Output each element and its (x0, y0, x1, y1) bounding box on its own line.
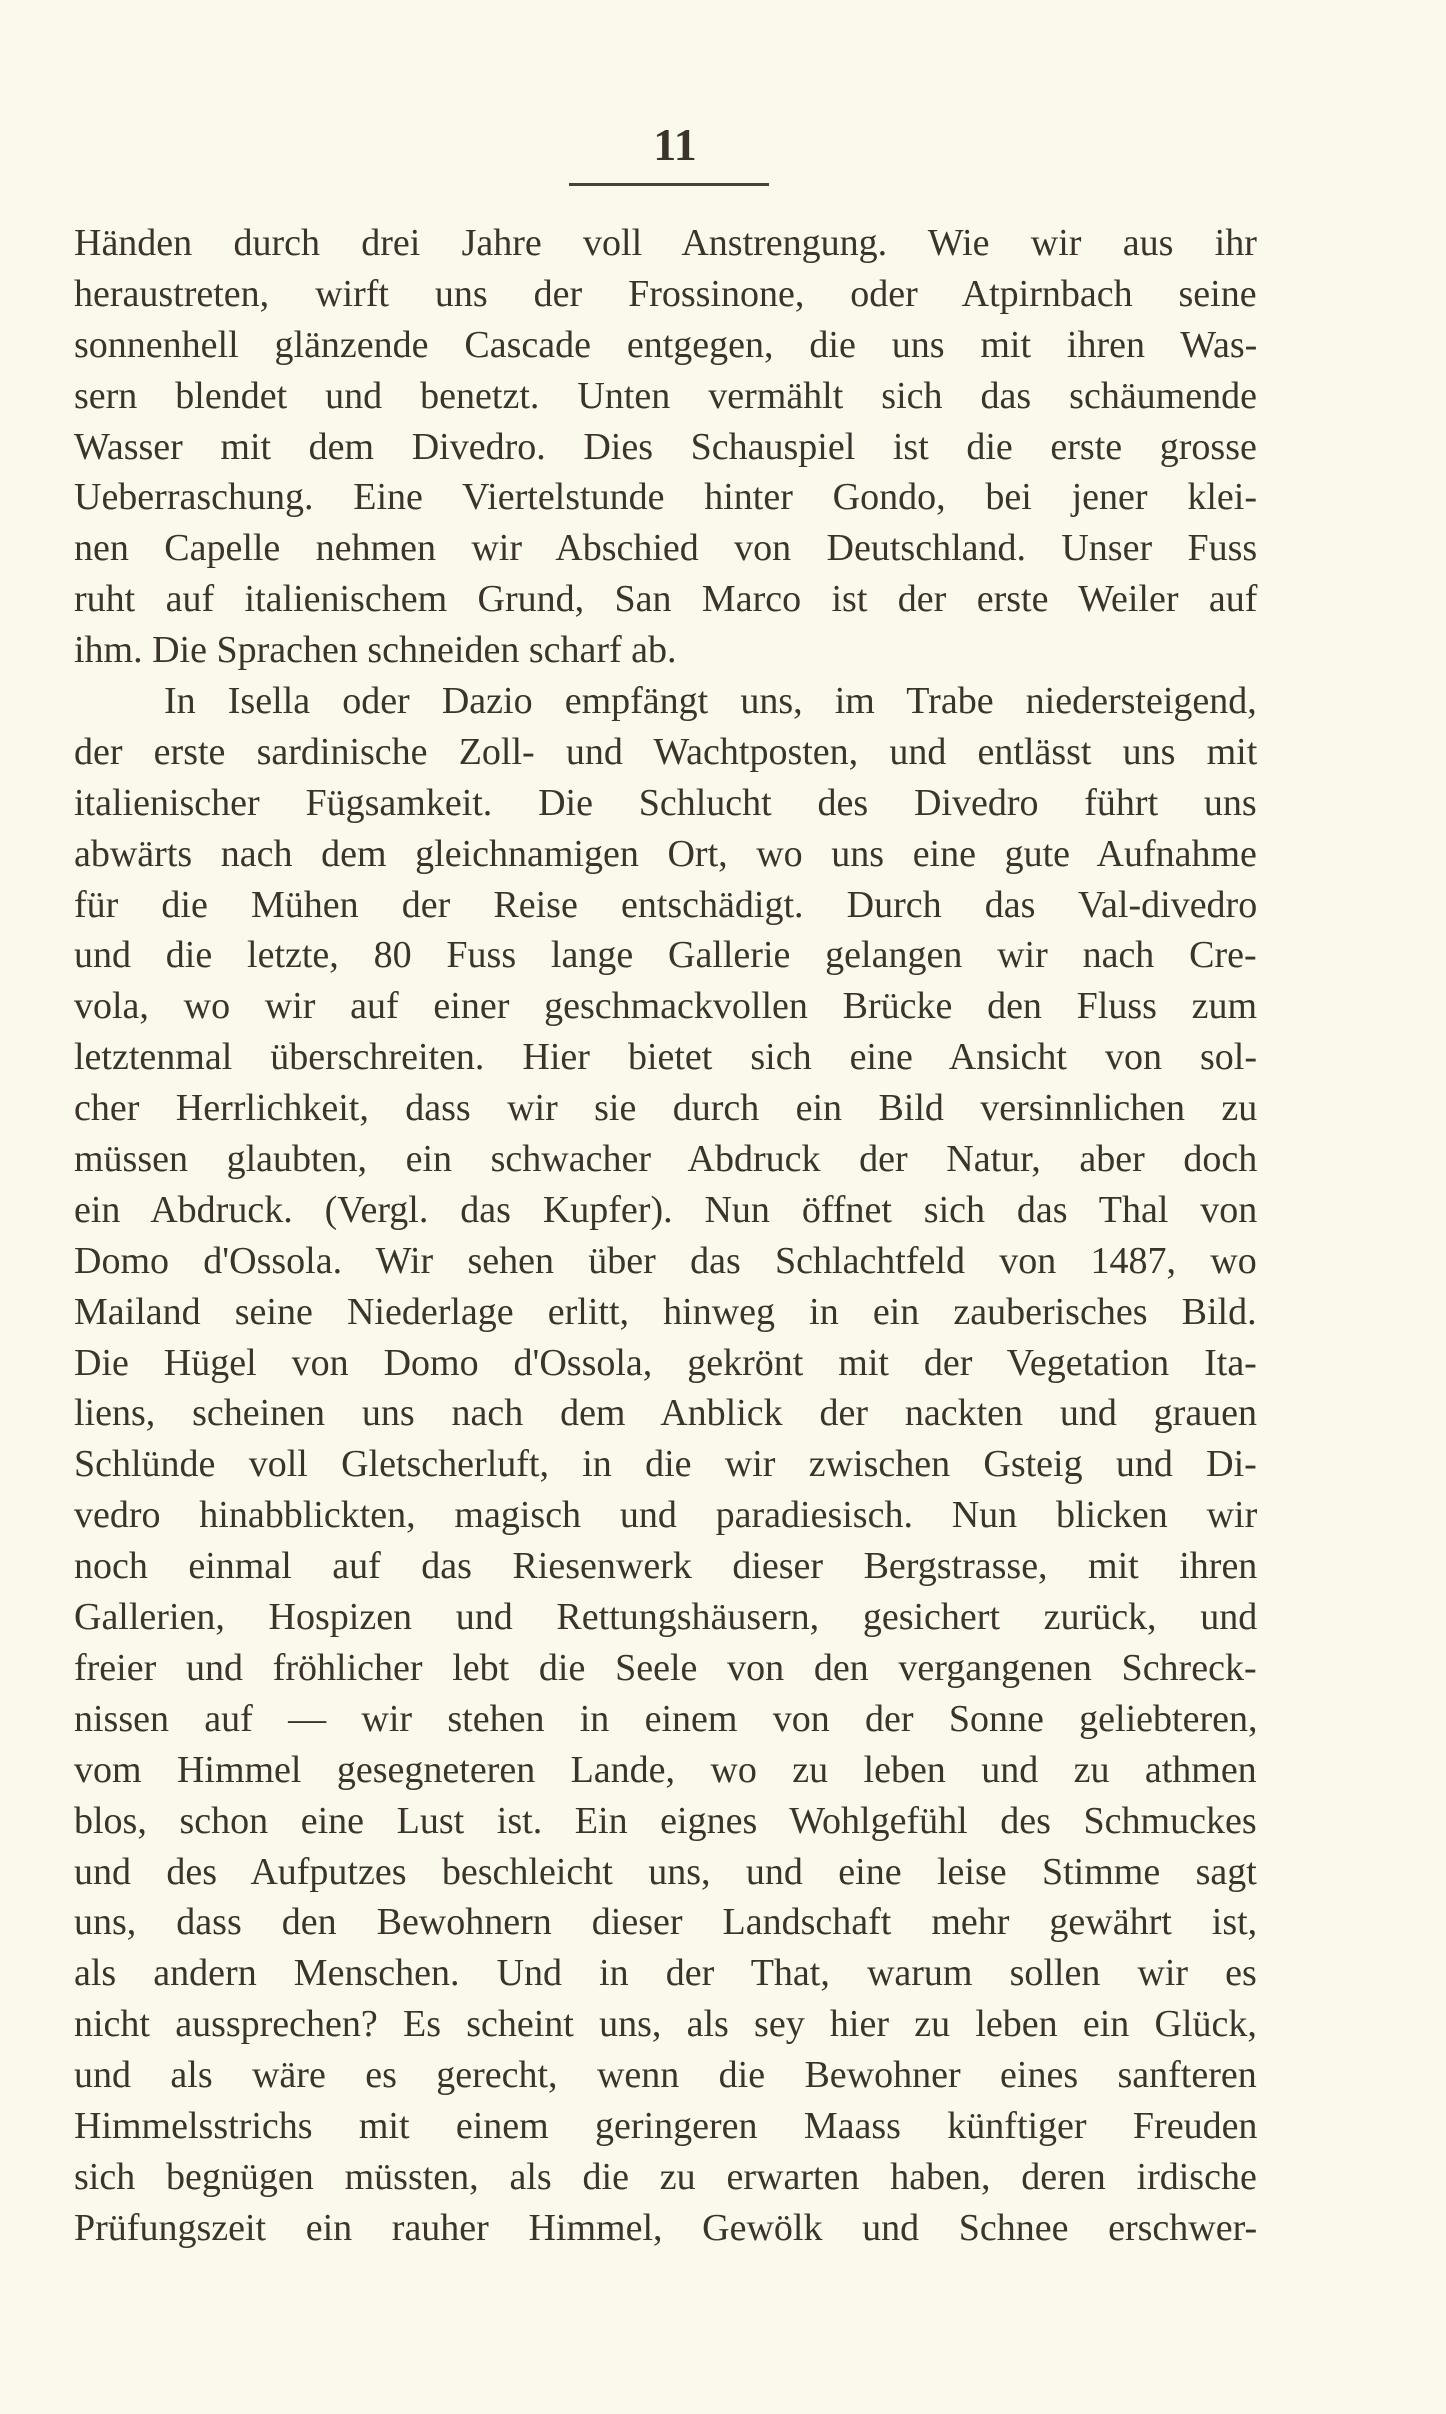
header-rule (569, 183, 769, 186)
text-line: und des Aufputzes beschleicht uns, und eine leise Stimme sagt (74, 1850, 1257, 1893)
text-line: abwärts nach dem gleichnamigen Ort, wo uns eine gute Aufnahme (74, 832, 1257, 875)
text-line: als andern Menschen. Und in der That, warum sollen wir es (74, 1952, 1257, 1995)
text-line: müssen glaubten, ein schwacher Abdruck der Natur, aber doch (74, 1138, 1258, 1181)
text-line: uns, dass den Bewohnern dieser Landschaft mehr gewährt ist, (74, 1901, 1258, 1944)
text-line: und die letzte, 80 Fuss lange Gallerie gelangen wir nach Cre- (74, 934, 1257, 977)
text-line: und als wäre es gerecht, wenn die Bewohner eines sanfteren (74, 2054, 1257, 2097)
text-line: vola, wo wir auf einer geschmackvollen Brücke den Fluss zum (74, 985, 1258, 1028)
text-line: Wasser mit dem Divedro. Dies Schauspiel ist die erste grosse (74, 425, 1257, 468)
text-line: sich begnügen müssten, als die zu erwarten haben, deren irdische (74, 2155, 1257, 2198)
text-line: freier und fröhlicher lebt die Seele von den vergangenen Schreck- (74, 1646, 1257, 1689)
text-line: vom Himmel gesegneteren Lande, wo zu leben und zu athmen (74, 1748, 1257, 1791)
text-line: Mailand seine Niederlage erlitt, hinweg in ein zauberisches Bild. (74, 1290, 1257, 1333)
text-line: ein Abdruck. (Vergl. das Kupfer). Nun öffnet sich das Thal von (74, 1188, 1258, 1231)
text-line: sern blendet und benetzt. Unten vermählt sich das schäumende (74, 374, 1257, 417)
text-line: letztenmal überschreiten. Hier bietet sich eine Ansicht von sol- (74, 1036, 1257, 1079)
text-line: Domo d'Ossola. Wir sehen über das Schlachtfeld von 1487, wo (74, 1239, 1257, 1282)
page-number: 11 (653, 119, 697, 170)
body-text (74, 218, 1257, 2254)
text-line: vedro hinabblickten, magisch und paradiesisch. Nun blicken wir (74, 1494, 1258, 1537)
text-line: Schlünde voll Gletscherluft, in die wir zwischen Gsteig und Di- (74, 1443, 1257, 1486)
text-line: nicht aussprechen? Es scheint uns, als sey hier zu leben ein Glück, (74, 2003, 1257, 2046)
text-line: ruht auf italienischem Grund, San Marco ist der erste Weiler auf (74, 578, 1258, 621)
text-line: Prüfungszeit ein rauher Himmel, Gewölk und Schnee erschwer- (74, 2206, 1258, 2249)
text-line: Händen durch drei Jahre voll Anstrengung. Wie wir aus ihr (74, 222, 1257, 264)
text-line: heraustreten, wirft uns der Frossinone, oder Atpirnbach seine (74, 272, 1257, 315)
text-line: Himmelsstrichs mit einem geringeren Maass künftiger Freuden (74, 2104, 1258, 2147)
text-line: cher Herrlichkeit, dass wir sie durch ein Bild versinnlichen zu (74, 1087, 1258, 1130)
text-line: noch einmal auf das Riesenwerk dieser Bergstrasse, mit ihren (74, 1545, 1258, 1588)
text-line: sonnenhell glänzende Cascade entgegen, die uns mit ihren Was- (74, 323, 1258, 366)
text-line: Die Hügel von Domo d'Ossola, gekrönt mit der Vegetation Ita- (74, 1341, 1257, 1384)
text-line: blos, schon eine Lust ist. Ein eignes Wohlgefühl des Schmuckes (74, 1799, 1257, 1842)
text-line: italienischer Fügsamkeit. Die Schlucht des Divedro führt uns (74, 781, 1257, 824)
text-line: Gallerien, Hospizen und Rettungshäusern, gesichert zurück, und (74, 1596, 1258, 1639)
text-line: Ueberraschung. Eine Viertelstunde hinter Gondo, bei jener klei- (74, 476, 1257, 519)
text-line: ihm. Die Sprachen schneiden scharf ab. (74, 629, 677, 672)
text-line: In Isella oder Dazio empfängt uns, im Trabe niedersteigend, (164, 680, 1257, 723)
text-line: nen Capelle nehmen wir Abschied von Deutschland. Unser Fuss (74, 527, 1258, 570)
text-line: der erste sardinische Zoll- und Wachtposten, und entlässt uns mit (74, 730, 1258, 773)
text-line: liens, scheinen uns nach dem Anblick der nackten und grauen (74, 1392, 1258, 1435)
text-line: nissen auf — wir stehen in einem von der Sonne geliebteren, (74, 1697, 1258, 1740)
text-line: für die Mühen der Reise entschädigt. Durch das Val-divedro (74, 883, 1258, 926)
